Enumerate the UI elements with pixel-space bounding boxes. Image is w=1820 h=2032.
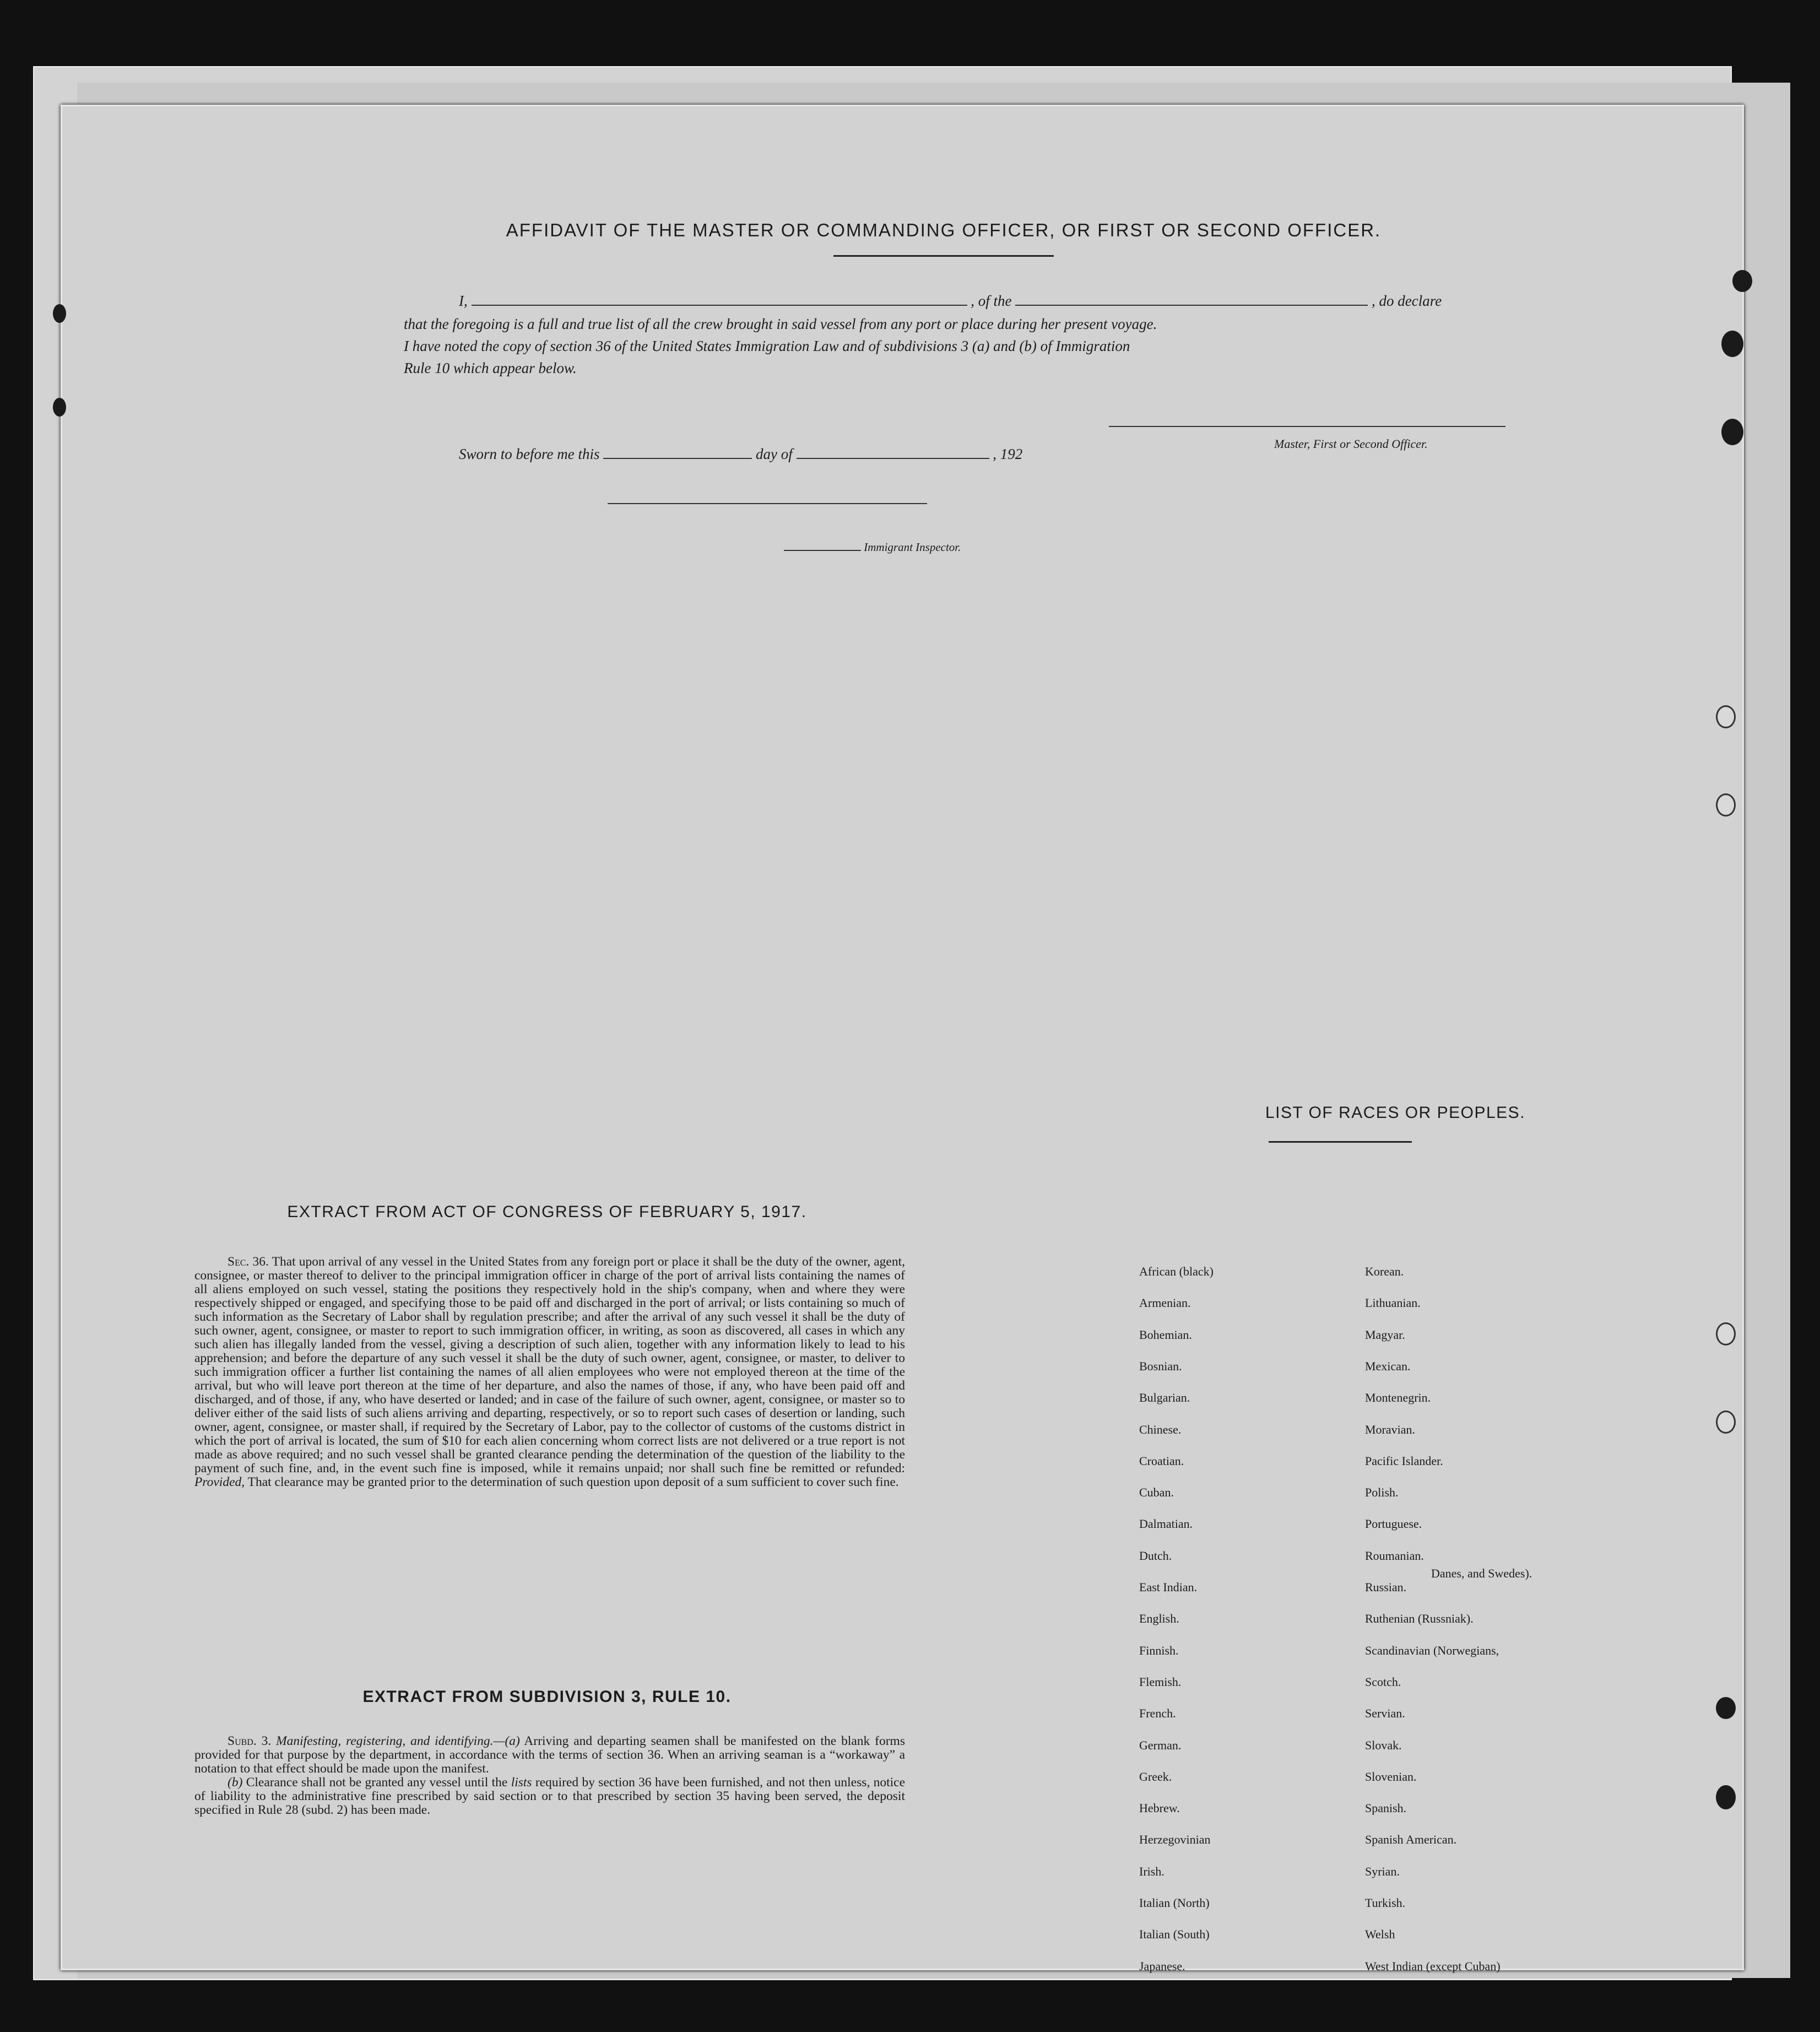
sworn-year-label: , 192 [993,446,1023,462]
race-item-right-9: Roumanian. [1365,1548,1424,1563]
race-item-right-4: Montenegrin. [1365,1391,1431,1405]
inspector-label: Immigrant Inspector. [784,541,961,554]
binder-hole [1716,1410,1736,1434]
vessel-name-blank[interactable] [1015,305,1368,306]
race-item-right-17: Spanish. [1365,1801,1407,1815]
race-item-right-14: Servian. [1365,1706,1405,1721]
race-item-left-1: Armenian. [1139,1296,1191,1310]
act-sec-label: Sec. 36. [228,1255,269,1269]
affidavit-declare-label: , do declare [1372,293,1442,309]
act-title: EXTRACT FROM ACT OF CONGRESS OF FEBRUARY 5, 1917. [287,1203,807,1221]
race-item-left-16: Greek. [1139,1769,1172,1784]
binder-hole [1716,1697,1736,1719]
race-item-right-13: Scotch. [1365,1674,1401,1689]
race-item-right-11: Ruthenian (Russniak). [1365,1612,1474,1626]
race-item-left-12: Finnish. [1139,1643,1179,1657]
rule-subd-b-1: Clearance shall not be granted any vessel until the [246,1775,508,1790]
race-item-left-20: Italian (North) [1139,1896,1210,1910]
race-item-right-5: Moravian. [1365,1422,1416,1436]
race-item-left-17: Hebrew. [1139,1801,1180,1815]
rule-subd-heading: Manifesting, registering, and identifying.—(a) [276,1734,520,1748]
race-item-right-0: Korean. [1365,1264,1404,1278]
affidavit-title: AFFIDAVIT OF THE MASTER OR COMMANDING OFFICER, OR FIRST OR SECOND OFFICER. [506,220,1382,240]
sworn-month-blank[interactable] [797,458,989,459]
race-scandinavian-continued: Danes, and Swedes). [1431,1566,1532,1580]
rule-subd-a: Arriving and departing seamen shall be manifested on the blank forms provided for that purpose by the department, in accordance with the terms of section 36. When an arriving seaman is a “workaway” a notation to that effect should be made upon the manifest. [194,1734,905,1776]
race-item-right-1: Lithuanian. [1365,1296,1421,1310]
race-item-left-2: Bohemian. [1139,1327,1192,1342]
race-item-left-3: Bosnian. [1139,1359,1182,1373]
race-item-right-20: Turkish. [1365,1896,1406,1910]
race-item-left-7: Cuban. [1139,1485,1174,1500]
race-item-right-16: Slovenian. [1365,1769,1417,1784]
rule-title: EXTRACT FROM SUBDIVISION 3, RULE 10. [362,1688,732,1706]
rule-subd-b-2: required by section 36 have been furnished, and not then unless, notice of liability to the administrative fine prescribed by said section or to that prescribed by section 35 having been served, the deposit specified in Rule 28 (subd. 2) has been made. [194,1775,905,1817]
race-item-left-4: Bulgarian. [1139,1391,1190,1405]
race-item-right-12: Scandinavian (Norwegians, [1365,1643,1499,1657]
race-item-right-10: Russian. [1365,1580,1407,1594]
race-item-left-15: German. [1139,1738,1182,1752]
officer-signature-line[interactable] [1109,426,1505,427]
race-item-right-3: Mexican. [1365,1359,1411,1373]
rule-subd-b-label: (b) [228,1775,243,1790]
race-item-right-18: Spanish American. [1365,1833,1457,1847]
affidavit-line-2: that the foregoing is a full and true list of all the crew brought in said vessel from any port or place during her present voyage. [404,316,1157,332]
race-item-right-22: West Indian (except Cuban) [1365,1959,1501,1973]
binder-hole [53,398,66,417]
race-item-right-15: Slovak. [1365,1738,1402,1752]
act-provided-text: That clearance may be granted prior to the determination of such question upon deposit of a sum sufficient to cover such fine. [247,1475,899,1489]
sworn-day-of-label: day of [756,446,793,462]
binder-hole [1721,419,1743,445]
race-item-left-9: Dutch. [1139,1548,1172,1563]
affidavit-i-label: I, [459,293,468,309]
binder-hole [1721,331,1743,357]
race-item-left-10: East Indian. [1139,1580,1198,1594]
race-item-left-22: Japanese. [1139,1959,1185,1973]
race-item-right-7: Polish. [1365,1485,1399,1500]
race-item-left-21: Italian (South) [1139,1927,1210,1942]
affidavit-title-rule [833,255,1054,257]
binder-hole [53,304,66,323]
race-item-left-11: English. [1139,1612,1179,1626]
sworn-line [459,446,1175,463]
act-provided-label: Provided, [194,1475,245,1489]
race-item-left-14: French. [1139,1706,1176,1721]
race-item-right-2: Magyar. [1365,1327,1405,1342]
binder-hole [1716,1322,1736,1345]
race-item-right-6: Pacific Islander. [1365,1453,1443,1468]
officer-name-blank[interactable] [472,305,967,306]
inspector-signature-line[interactable] [608,503,927,504]
affidavit-line-3: I have noted the copy of section 36 of the United States Immigration Law and of subdivisions 3 (a) and (b) of Immigration [404,338,1130,354]
race-item-left-19: Irish. [1139,1864,1164,1878]
sworn-label: Sworn to before me this [459,446,600,462]
rule-subd-b-lists: lists [511,1775,532,1790]
inspector-name-blank[interactable] [784,550,861,551]
act-sec-text: That upon arrival of any vessel in the United States from any foreign port or place it shall be the duty of the owner, agent, consignee, or master thereof to deliver to the principal immigration officer in charge of the port of arrival lists containing the names of all aliens employed on such vessel, stating the positions they respectively hold in the ship's company, when and where they were respectively shipped or engaged, and specifying those to be paid off and discharged in the port of arrival; or lists containing so much of such information as the Secretary of Labor shall by regulation prescribe; and after the arrival of any such vessel it shall be the duty of such owner, agent, consignee, or master to report to such immigration officer, in writing, as soon as discovered, all cases in which any such alien has illegally landed from the vessel, giving a description of such alien, together with any information likely to lead to his apprehension; and before the departure of any such vessel it shall be the duty of such owner, agent, consignee, or master, to deliver to such immigration officer a further list containing the names of all alien employees who were not employed thereon at the time of the arrival, but who will leave port thereon at the time of her departure, and also the names of those, if any, who have been paid off and discharged, and of those, if any, who have deserted or landed; and in case of the failure of such owner, agent, consignee, or master so to deliver either of the said lists of such aliens arriving and departing, respectively, or so to report such cases of desertion or landing, such owner, agent, consignee, or master shall, if required by the Secretary of Labor, pay to the collector of customs of the customs district in which the port of arrival is located, the sum of $10 for each alien concerning whom correct lists are not delivered or a true report is not made as above required; and no such vessel shall be granted clearance pending the determination of the question of the liability to the payment of such fine, and, in the event such fine is imposed, while it remains unpaid; nor shall such fine be remitted or refunded: [194,1255,906,1476]
race-item-left-8: Dalmatian. [1139,1517,1193,1531]
rule-subd-label: Subd. 3. [228,1734,272,1748]
document-page [61,105,1744,1973]
binder-hole [1716,705,1736,728]
race-item-right-21: Welsh [1365,1927,1395,1942]
affidavit-line-1 [459,293,1533,310]
binder-hole [1732,270,1752,292]
race-item-left-6: Croatian. [1139,1453,1184,1468]
sworn-day-blank[interactable] [603,458,752,459]
rule-subdivision-3 [194,1734,905,1817]
race-item-left-5: Chinese. [1139,1422,1182,1436]
binder-hole [1716,793,1736,817]
race-item-left-13: Flemish. [1139,1674,1182,1689]
officer-signature-label: Master, First or Second Officer. [1274,437,1428,451]
race-item-right-19: Syrian. [1365,1864,1400,1878]
race-item-left-18: Herzegovinian [1139,1833,1211,1847]
affidavit-of-the-label: , of the [971,293,1012,309]
races-title: LIST OF RACES OR PEOPLES. [1265,1104,1526,1122]
affidavit-line-4: Rule 10 which appear below. [404,360,577,376]
act-section-36 [194,1255,905,1489]
binder-hole [1716,1785,1736,1809]
races-title-rule [1269,1141,1412,1143]
race-item-right-8: Portuguese. [1365,1517,1422,1531]
race-item-left-0: African (black) [1139,1264,1214,1278]
